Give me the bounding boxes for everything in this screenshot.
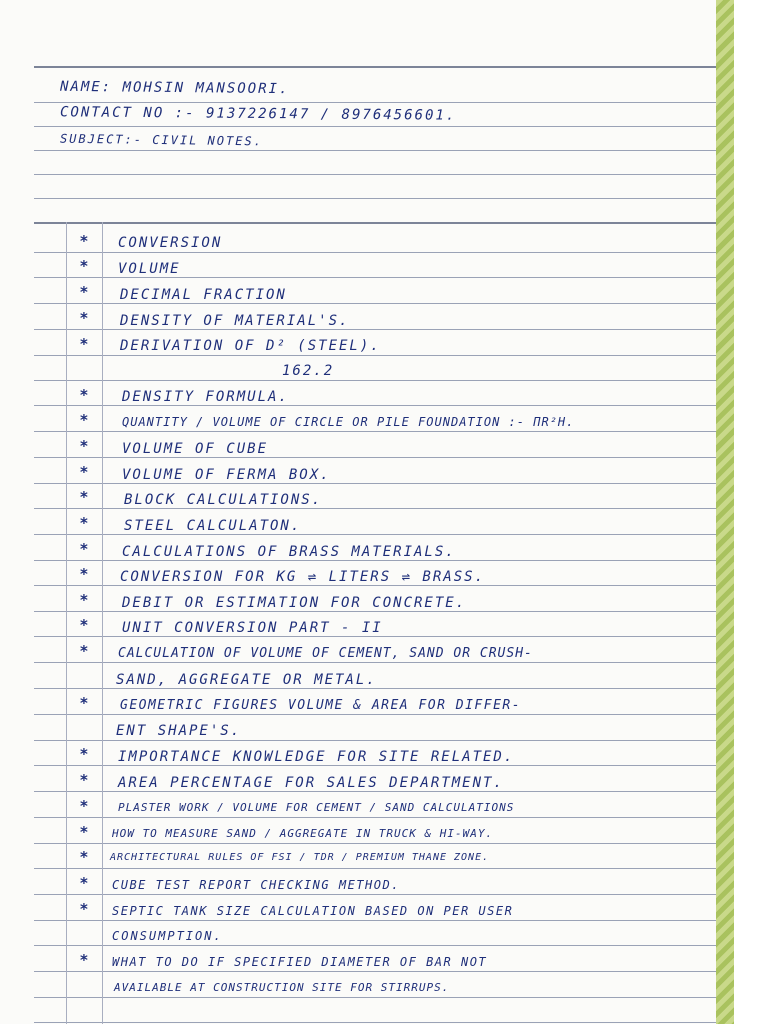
rule-line — [34, 405, 716, 406]
list-item: PLASTER WORK / VOLUME FOR CEMENT / SAND CALCULATIONS — [118, 801, 515, 814]
rule-line — [34, 868, 716, 869]
list-item: SEPTIC TANK SIZE CALCULATION BASED ON PER USER — [112, 904, 514, 918]
rule-line — [34, 457, 716, 458]
bullet-star: * — [80, 335, 88, 353]
bullet-star: * — [80, 745, 88, 763]
rule-line — [34, 102, 716, 103]
margin-line — [102, 222, 103, 1024]
rule-line — [34, 611, 716, 612]
list-item: CALCULATIONS OF BRASS MATERIALS. — [122, 544, 456, 560]
rule-line — [34, 971, 716, 972]
bullet-star: * — [80, 257, 88, 275]
bullet-star: * — [80, 463, 88, 481]
list-item: HOW TO MEASURE SAND / AGGREGATE IN TRUCK & HI-WAY. — [112, 827, 494, 840]
list-item: ENT SHAPE'S. — [116, 723, 242, 739]
bullet-star: * — [80, 514, 88, 532]
list-item: IMPORTANCE KNOWLEDGE FOR SITE RELATED. — [118, 749, 515, 765]
binding-edge — [716, 0, 734, 1024]
rule-line — [34, 277, 716, 278]
rule-line — [34, 1022, 716, 1023]
list-item: CONVERSION — [118, 235, 223, 251]
list-item: CONVERSION FOR KG ⇌ LITERS ⇌ BRASS. — [120, 569, 486, 585]
rule-line — [34, 198, 716, 199]
bullet-star: * — [80, 283, 88, 301]
rule-line — [34, 662, 716, 663]
rule-line — [34, 920, 716, 921]
rule-line — [34, 765, 716, 766]
rule-line — [34, 894, 716, 895]
bullet-star: * — [80, 694, 88, 712]
list-item: CALCULATION OF VOLUME OF CEMENT, SAND OR CRUSH- — [118, 646, 533, 661]
bullet-star: * — [80, 309, 88, 327]
rule-line — [34, 791, 716, 792]
bullet-star: * — [80, 771, 88, 789]
bullet-star: * — [80, 232, 88, 250]
rule-line — [34, 817, 716, 818]
rule-line — [34, 222, 716, 224]
bullet-star: * — [80, 797, 88, 815]
list-item: ARCHITECTURAL RULES OF FSI / TDR / PREMIUM THANE ZONE. — [110, 852, 490, 863]
list-item: STEEL CALCULATON. — [124, 518, 302, 534]
bullet-star: * — [80, 386, 88, 404]
list-item: DECIMAL FRACTION — [120, 287, 287, 303]
rule-line — [34, 636, 716, 637]
rule-line — [34, 483, 716, 484]
rule-line — [34, 431, 716, 432]
rule-line — [34, 126, 716, 127]
bullet-star: * — [80, 565, 88, 583]
rule-line — [34, 174, 716, 175]
list-item: GEOMETRIC FIGURES VOLUME & AREA FOR DIFFER- — [120, 698, 522, 713]
rule-line — [34, 303, 716, 304]
rule-line — [34, 843, 716, 844]
list-item: SAND, AGGREGATE OR METAL. — [116, 672, 377, 688]
rule-line — [34, 688, 716, 689]
rule-line — [34, 945, 716, 946]
list-item: CUBE TEST REPORT CHECKING METHOD. — [112, 878, 400, 892]
bullet-star: * — [80, 411, 88, 429]
contact-line: CONTACT NO :- 9137226147 / 8976456601. — [59, 104, 457, 124]
list-item: AVAILABLE AT CONSTRUCTION SITE FOR STIRRUPS. — [114, 981, 450, 994]
rule-line — [34, 997, 716, 998]
list-item: DEBIT OR ESTIMATION FOR CONCRETE. — [122, 595, 467, 611]
list-item: BLOCK CALCULATIONS. — [124, 492, 323, 508]
bullet-star: * — [80, 874, 88, 892]
bullet-star: * — [80, 488, 88, 506]
rule-line — [34, 150, 716, 151]
list-item: VOLUME — [118, 261, 181, 277]
rule-line — [34, 740, 716, 741]
bullet-star: * — [80, 437, 88, 455]
rule-line — [34, 534, 716, 535]
rule-line — [34, 560, 716, 561]
bullet-star: * — [80, 823, 88, 841]
list-item: 162.2 — [282, 363, 335, 379]
bullet-star: * — [80, 900, 88, 918]
list-item: AREA PERCENTAGE FOR SALES DEPARTMENT. — [118, 775, 504, 791]
subject-line: SUBJECT:- CIVIL NOTES. — [59, 131, 264, 149]
bullet-star: * — [80, 616, 88, 634]
bullet-star: * — [80, 591, 88, 609]
bullet-star: * — [80, 848, 88, 866]
rule-line — [34, 329, 716, 330]
list-item: DENSITY FORMULA. — [122, 389, 289, 405]
bullet-star: * — [80, 642, 88, 660]
rule-line — [34, 585, 716, 586]
list-item: CONSUMPTION. — [112, 929, 223, 943]
rule-line — [34, 252, 716, 253]
margin-line — [66, 222, 67, 1024]
list-item: DENSITY OF MATERIAL'S. — [120, 313, 350, 329]
page-margin — [734, 0, 768, 1024]
bullet-star: * — [80, 540, 88, 558]
name-line: NAME: MOHSIN MANSOORI. — [59, 78, 290, 98]
bullet-star: * — [80, 951, 88, 969]
rule-line — [34, 508, 716, 509]
rule-line — [34, 355, 716, 356]
rule-line — [34, 380, 716, 381]
list-item: VOLUME OF CUBE — [122, 441, 269, 457]
rule-line — [34, 66, 716, 68]
list-item: DERIVATION OF D² (STEEL). — [120, 338, 381, 354]
list-item: UNIT CONVERSION PART - II — [122, 620, 383, 636]
list-item: VOLUME OF FERMA BOX. — [122, 467, 331, 483]
list-item: QUANTITY / VOLUME OF CIRCLE OR PILE FOUNDATION :- ΠR²H. — [122, 415, 575, 429]
rule-line — [34, 714, 716, 715]
list-item: WHAT TO DO IF SPECIFIED DIAMETER OF BAR NOT — [112, 955, 488, 969]
